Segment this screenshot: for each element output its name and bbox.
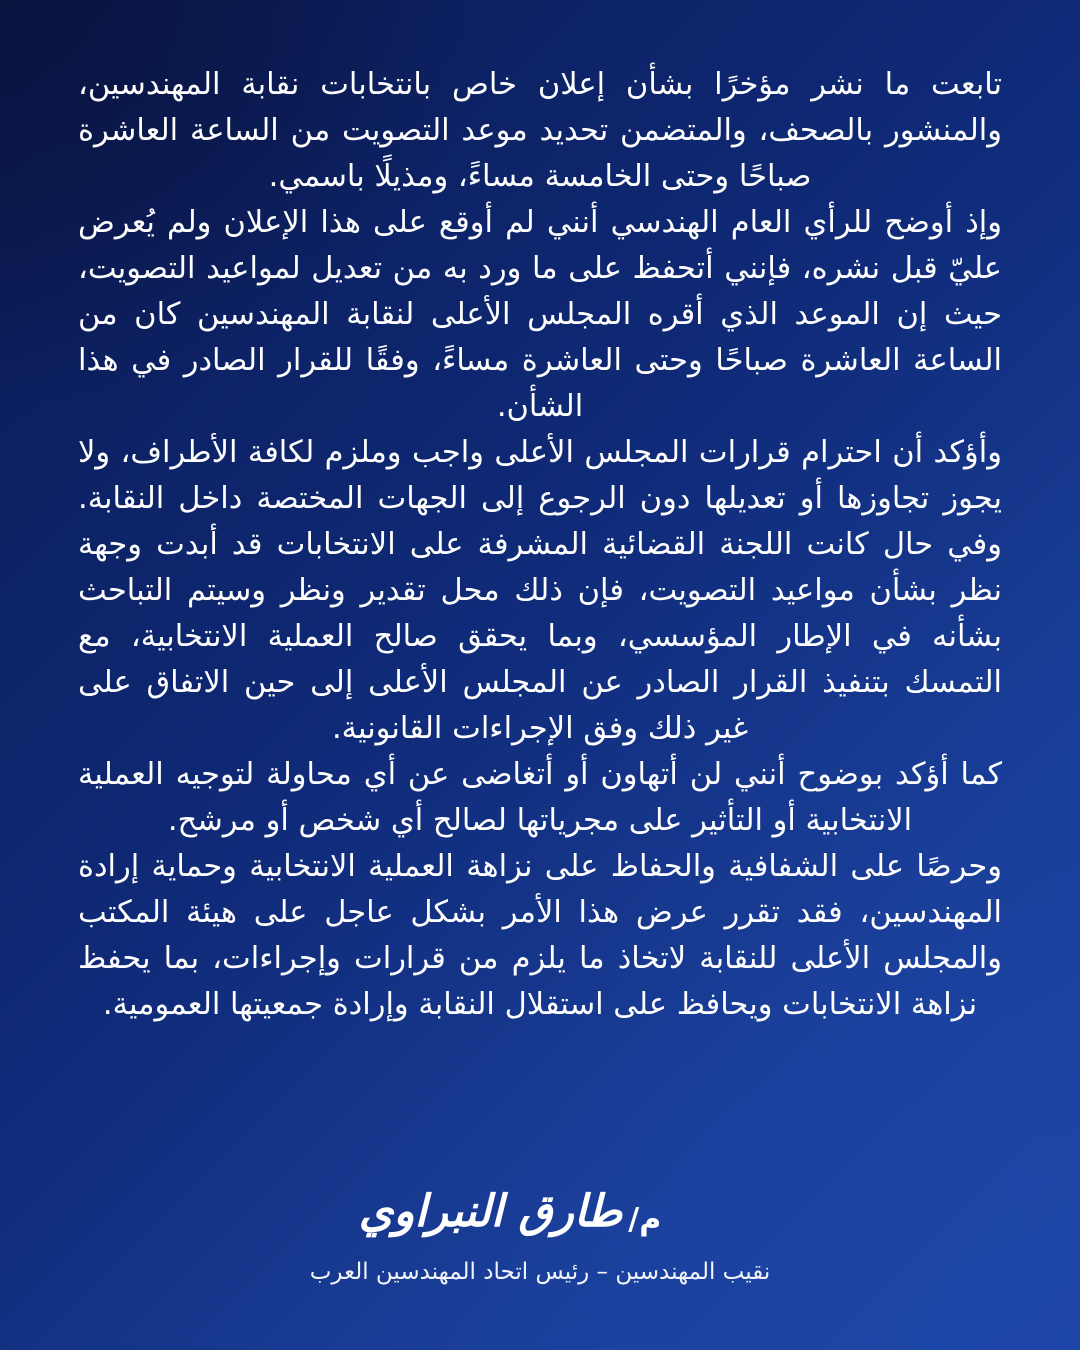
signature-name: طارق النبراوي	[358, 1186, 623, 1237]
paragraph-1: تابعت ما نشر مؤخرًا بشأن إعلان خاص بانتخابات نقابة المهندسين، والمنشور بالصحف، والمتضمن تحديد موعد التصويت من الساعة العاشرة صباحًا وحتى الخامسة مساءً، ومذيلًا باسمي.	[78, 67, 1002, 194]
signature-prefix: م/	[628, 1202, 662, 1237]
signature-block	[0, 1182, 1080, 1288]
paragraph-2: وإذ أوضح للرأي العام الهندسي أنني لم أوقع على هذا الإعلان ولم يُعرض عليّ قبل نشره، فإنني أتحفظ على ما ورد به من تعديل لمواعيد التصويت، حيث إن الموعد الذي أقره المجلس الأعلى لنقابة المهندسين كان من الساعة العاشرة صباحًا وحتى العاشرة مساءً، وفقًا للقرار الصادر في هذا الشأن.	[78, 205, 1002, 424]
signatory-title: نقيب المهندسين – رئيس اتحاد المهندسين العرب	[309, 1259, 771, 1285]
paragraph-5: وحرصًا على الشفافية والحفاظ على نزاهة العملية الانتخابية وحماية إرادة المهندسين، فقد تقرر عرض هذا الأمر بشكل عاجل على هيئة المكتب والمجلس الأعلى للنقابة لاتخاذ ما يلزم من قرارات وإجراءات، بما يحفظ نزاهة الانتخابات ويحافظ على استقلال النقابة وإرادة جمعيتها العمومية.	[78, 849, 1002, 1022]
paragraph-4: كما أؤكد بوضوح أنني لن أتهاون أو أتغاضى عن أي محاولة لتوجيه العملية الانتخابية أو التأثير على مجرياتها لصالح أي شخص أو مرشح.	[78, 757, 1002, 838]
paragraph-3: وأؤكد أن احترام قرارات المجلس الأعلى واجب وملزم لكافة الأطراف، ولا يجوز تجاوزها أو تعديلها دون الرجوع إلى الجهات المختصة داخل النقابة. وفي حال كانت اللجنة القضائية المشرفة على الانتخابات قد أبدت وجهة نظر بشأن مواعيد التصويت، فإن ذلك محل تقدير ونظر وسيتم التباحث بشأنه في الإطار المؤسسي، وبما يحقق صالح العملية الانتخابية، مع التمسك بتنفيذ القرار الصادر عن المجلس الأعلى إلى حين الاتفاق على غير ذلك وفق الإجراءات القانونية.	[78, 435, 1002, 746]
signature	[359, 1182, 661, 1242]
statement-body	[78, 62, 1002, 1028]
